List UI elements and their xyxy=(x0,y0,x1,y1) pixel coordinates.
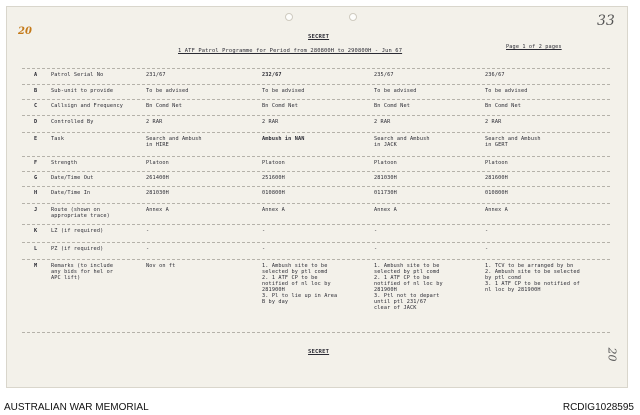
row-letter: K xyxy=(34,228,38,234)
cell-controlled: 2 RAR xyxy=(262,119,279,125)
cell-remarks: 1. TCV to be arranged by bn 2. Ambush site to be selected by ptl comd 3. 1 ATF CP to be notified of nl loc by 281900H xyxy=(485,263,580,293)
row-label: Controlled By xyxy=(51,119,94,125)
cell-lz: - xyxy=(146,228,150,234)
cell-time_out: 261400H xyxy=(146,175,169,181)
cell-task: Search and Ambush in GERT xyxy=(485,136,541,148)
row-letter: H xyxy=(34,190,38,196)
cell-time_in: 011730H xyxy=(374,190,397,196)
row-divider xyxy=(22,99,610,100)
row-label: Date/Time Out xyxy=(51,175,94,181)
cell-controlled: 2 RAR xyxy=(485,119,502,125)
row-label: Sub-unit to provide xyxy=(51,88,114,94)
row-label: Remarks (to include any bids for hel or APC lift) xyxy=(51,263,114,281)
cell-lz: - xyxy=(485,228,489,234)
page-info: Page 1 of 2 pages xyxy=(506,44,562,50)
cell-subunit: To be advised xyxy=(262,88,305,94)
cell-callsign: Bn Comd Net xyxy=(485,103,522,109)
cell-subunit: To be advised xyxy=(485,88,528,94)
row-divider xyxy=(22,68,610,69)
archive-reference: RCDIG1028595 xyxy=(562,402,634,413)
cell-serial: 232/67 xyxy=(262,72,282,78)
row-divider xyxy=(22,186,610,187)
cell-strength: Platoon xyxy=(374,160,397,166)
margin-mark: 20 xyxy=(605,347,619,362)
row-letter: E xyxy=(34,136,38,142)
row-label: Callsign and Frequency xyxy=(51,103,124,109)
cell-remarks: Nov on ft xyxy=(146,263,176,269)
cell-pz: - xyxy=(374,246,378,252)
cell-subunit: To be advised xyxy=(374,88,417,94)
row-letter: A xyxy=(34,72,38,78)
row-label: Task xyxy=(51,136,65,142)
corner-mark: 20 xyxy=(18,26,32,37)
cell-callsign: Bn Comd Net xyxy=(146,103,183,109)
archive-name: AUSTRALIAN WAR MEMORIAL xyxy=(4,402,149,413)
cell-route: Annex A xyxy=(262,207,285,213)
cell-route: Annex A xyxy=(485,207,508,213)
row-label: PZ (if required) xyxy=(51,246,104,252)
cell-time_out: 281030H xyxy=(374,175,397,181)
cell-remarks: 1. Ambush site to be selected by ptl comd 2. 1 ATF CP to be notified of nl loc by 281900H 3. Pl to lie up in Area B by day xyxy=(262,263,338,305)
cell-task: Search and Ambush in JACK xyxy=(374,136,430,148)
cell-callsign: Bn Comd Net xyxy=(262,103,299,109)
row-label: LZ (if required) xyxy=(51,228,104,234)
row-divider xyxy=(22,84,610,85)
row-divider xyxy=(22,115,610,116)
cell-strength: Platoon xyxy=(146,160,169,166)
row-divider xyxy=(22,242,610,243)
cell-pz: - xyxy=(146,246,150,252)
punch-hole xyxy=(285,13,293,21)
cell-time_in: 010800H xyxy=(262,190,285,196)
row-letter: L xyxy=(34,246,38,252)
cell-route: Annex A xyxy=(374,207,397,213)
row-label: Patrol Serial No xyxy=(51,72,104,78)
classification-bottom: SECRET xyxy=(308,349,330,355)
cell-route: Annex A xyxy=(146,207,169,213)
row-divider xyxy=(22,259,610,260)
row-letter: D xyxy=(34,119,38,125)
cell-controlled: 2 RAR xyxy=(374,119,391,125)
row-letter: B xyxy=(34,88,38,94)
row-divider xyxy=(22,156,610,157)
cell-serial: 235/67 xyxy=(374,72,394,78)
folio-number: 33 xyxy=(597,13,615,29)
cell-callsign: Bn Comd Net xyxy=(374,103,411,109)
punch-hole xyxy=(349,13,357,21)
cell-task: Search and Ambush in HIRE xyxy=(146,136,202,148)
cell-lz: - xyxy=(262,228,266,234)
cell-controlled: 2 RAR xyxy=(146,119,163,125)
row-letter: F xyxy=(34,160,38,166)
cell-task: Ambush in NAN xyxy=(262,136,305,142)
cell-time_out: 281600H xyxy=(485,175,508,181)
cell-serial: 231/67 xyxy=(146,72,166,78)
cell-pz: - xyxy=(485,246,489,252)
cell-strength: Platoon xyxy=(262,160,285,166)
row-label: Strength xyxy=(51,160,78,166)
row-divider xyxy=(22,171,610,172)
row-divider xyxy=(22,203,610,204)
cell-lz: - xyxy=(374,228,378,234)
classification-top: SECRET xyxy=(308,34,330,40)
row-label: Date/Time In xyxy=(51,190,91,196)
row-letter: G xyxy=(34,175,38,181)
cell-time_out: 251600H xyxy=(262,175,285,181)
cell-serial: 236/67 xyxy=(485,72,505,78)
row-letter: J xyxy=(34,207,38,213)
cell-subunit: To be advised xyxy=(146,88,189,94)
document-page xyxy=(6,6,628,388)
row-divider xyxy=(22,224,610,225)
cell-strength: Platoon xyxy=(485,160,508,166)
row-divider xyxy=(22,132,610,133)
cell-time_in: 010800H xyxy=(485,190,508,196)
cell-time_in: 281030H xyxy=(146,190,169,196)
row-divider xyxy=(22,332,610,333)
row-label: Route (shown on appropriate trace) xyxy=(51,207,110,219)
row-letter: C xyxy=(34,103,38,109)
cell-remarks: 1. Ambush site to be selected by ptl comd 2. 1 ATF CP to be notified of nl loc by 281900H 3. Ptl not to depart until ptl 231/67 clear of JACK xyxy=(374,263,443,311)
cell-pz: - xyxy=(262,246,266,252)
row-letter: M xyxy=(34,263,38,269)
document-title: 1 ATF Patrol Programme for Period from 280800H to 290800H - Jun 67 xyxy=(178,48,403,54)
